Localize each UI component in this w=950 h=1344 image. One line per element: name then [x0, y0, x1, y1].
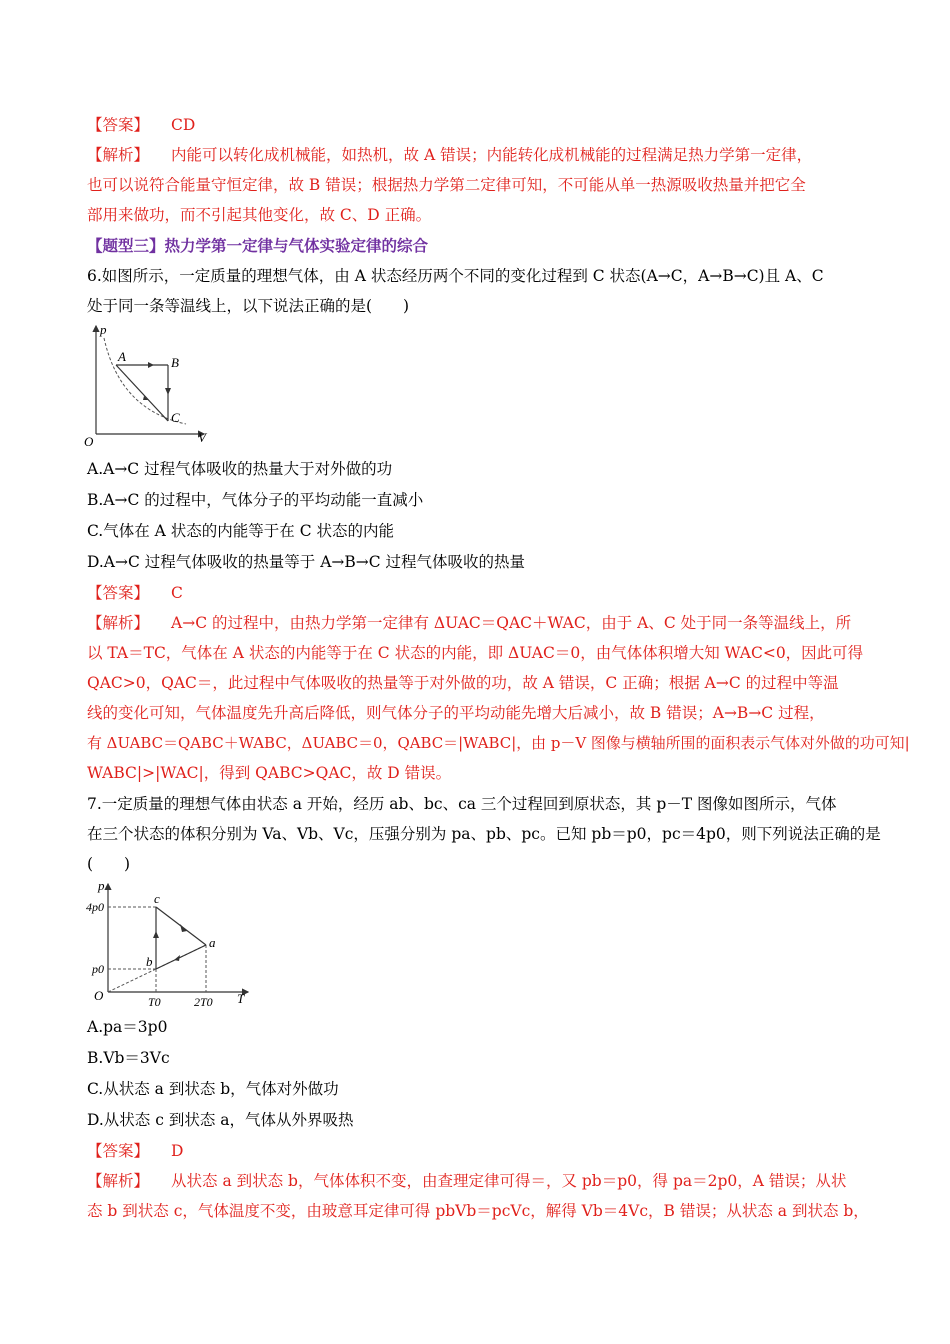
q6-analysis-line-2: 以 TA＝TC，气体在 A 状态的内能等于在 C 状态的内能，即 ΔUAC＝0，由气体体积增大知 WAC<0，因此可得 — [87, 644, 864, 662]
point-a-label: a — [209, 935, 216, 950]
analysis-text: 内能可以转化成机械能，如热机，故 A 错误；内能转化成机械能的过程满足热力学第一定律， — [171, 146, 813, 164]
q6-option-b: B.A→C 的过程中，气体分子的平均动能一直减小 — [87, 491, 424, 509]
v-axis-label: V — [198, 430, 206, 445]
y-tick-p0: p0 — [92, 962, 104, 976]
q6-analysis-line-5: 有 ΔUABC＝QABC＋WABC，ΔUABC＝0，QABC＝|WABC|，由 p－V 图像与横轴所围的面积表示气体对外做的功可知| — [87, 734, 910, 752]
x-tick-2t0: 2T0 — [194, 995, 213, 1008]
arrow-bc-icon — [165, 388, 171, 395]
q6-analysis-line-6: WABC|>|WAC|，得到 QABC>QAC，故 D 错误。 — [87, 764, 452, 782]
arrow-ab-icon — [148, 362, 154, 368]
y-tick-4p0: 4p0 — [86, 900, 104, 914]
point-b-label: b — [146, 954, 153, 969]
q5-analysis-line-2: 也可以说符合能量守恒定律，故 B 错误；根据热力学第二定律可知，不可能从单一热源吸收热量并把它全 — [87, 176, 806, 194]
p-axis-label: p — [98, 878, 105, 893]
analysis-text: 从状态 a 到状态 b，气体体积不变，由查理定律可得＝，又 pb＝p0，得 pa＝2p0，A 错误；从状 — [171, 1172, 847, 1190]
q7-stem-line-2: 在三个状态的体积分别为 Va、Vb、Vc，压强分别为 pa、pb、pc。已知 pb＝p0，pc＝4p0，则下列说法正确的是 — [87, 825, 881, 843]
answer-value: D — [171, 1142, 184, 1160]
answer-value: C — [171, 584, 183, 602]
q5-analysis-line-1 — [87, 145, 812, 165]
arrow-bc-icon — [153, 931, 159, 938]
q6-analysis-line-4: 线的变化可知，气体温度先升高后降低，则气体分子的平均动能先增大后减小，故 B 错误；A→B→C 过程， — [87, 704, 825, 722]
q7-stem-line-3: ( ) — [87, 855, 131, 873]
section-title: 【题型三】热力学第一定律与气体实验定律的综合 — [87, 236, 429, 255]
point-b-label: B — [171, 355, 179, 370]
x-tick-t0: T0 — [148, 995, 161, 1008]
answer-tag: 【答案】 — [87, 1142, 150, 1160]
q7-option-a: A.pa＝3p0 — [87, 1018, 168, 1036]
q7-option-c: C.从状态 a 到状态 b，气体对外做功 — [87, 1080, 339, 1098]
q6-analysis-line-1 — [87, 613, 851, 633]
point-c-label: c — [154, 891, 160, 906]
q6-option-a: A.A→C 过程气体吸收的热量大于对外做的功 — [87, 460, 393, 478]
analysis-tag: 【解析】 — [87, 1172, 150, 1190]
q6-answer — [87, 583, 183, 603]
analysis-tag: 【解析】 — [87, 146, 150, 164]
analysis-text: A→C 的过程中，由热力学第一定律有 ΔUAC＝QAC＋WAC，由于 A、C 处于同一条等温线上，所 — [171, 614, 852, 632]
p-axis-label: p — [100, 322, 107, 337]
q5-analysis-line-3: 部用来做功，而不引起其他变化，故 C、D 正确。 — [87, 206, 432, 224]
q7-pt-figure — [82, 878, 252, 1008]
answer-tag: 【答案】 — [87, 116, 150, 134]
q7-option-d: D.从状态 c 到状态 a，气体从外界吸热 — [87, 1111, 354, 1129]
q7-analysis-line-2: 态 b 到状态 c，气体温度不变，由玻意耳定律可得 pbVb＝pcVc，解得 Vb＝4Vc，B 错误；从状态 a 到状态 b， — [87, 1202, 869, 1220]
q6-stem-line-2: 处于同一条等温线上，以下说法正确的是( ) — [87, 297, 410, 315]
origin-label: O — [84, 434, 94, 449]
point-a-label: A — [118, 349, 126, 364]
q6-stem-line-1: 6.如图所示，一定质量的理想气体，由 A 状态经历两个不同的变化过程到 C 状态(A→C，A→B→C)且 A、C — [87, 267, 824, 285]
origin-label: O — [94, 988, 104, 1003]
answer-tag: 【答案】 — [87, 584, 150, 602]
arrow-ca-icon — [180, 924, 187, 932]
path-a-b — [156, 945, 206, 969]
answer-value: CD — [171, 116, 196, 134]
q6-option-c: C.气体在 A 状态的内能等于在 C 状态的内能 — [87, 522, 394, 540]
q7-stem-line-1: 7.一定质量的理想气体由状态 a 开始，经历 ab、bc、ca 三个过程回到原状态，其 p－T 图像如图所示，气体 — [87, 795, 837, 813]
q5-answer — [87, 115, 195, 135]
analysis-tag: 【解析】 — [87, 614, 150, 632]
q6-pv-figure — [82, 322, 212, 450]
path-a-c — [116, 365, 168, 421]
q6-option-d: D.A→C 过程气体吸收的热量等于 A→B→C 过程气体吸收的热量 — [87, 553, 526, 571]
q7-answer — [87, 1141, 183, 1161]
q6-analysis-line-3: QAC>0，QAC＝，此过程中气体吸收的热量等于对外做的功，故 A 错误，C 正确；根据 A→C 的过程中等温 — [87, 674, 839, 692]
t-axis-label: T — [237, 991, 245, 1006]
point-c-label: C — [171, 410, 180, 425]
q7-option-b: B.Vb＝3Vc — [87, 1049, 170, 1067]
q7-analysis-line-1 — [87, 1171, 846, 1191]
arrow-ab-icon — [174, 955, 180, 961]
